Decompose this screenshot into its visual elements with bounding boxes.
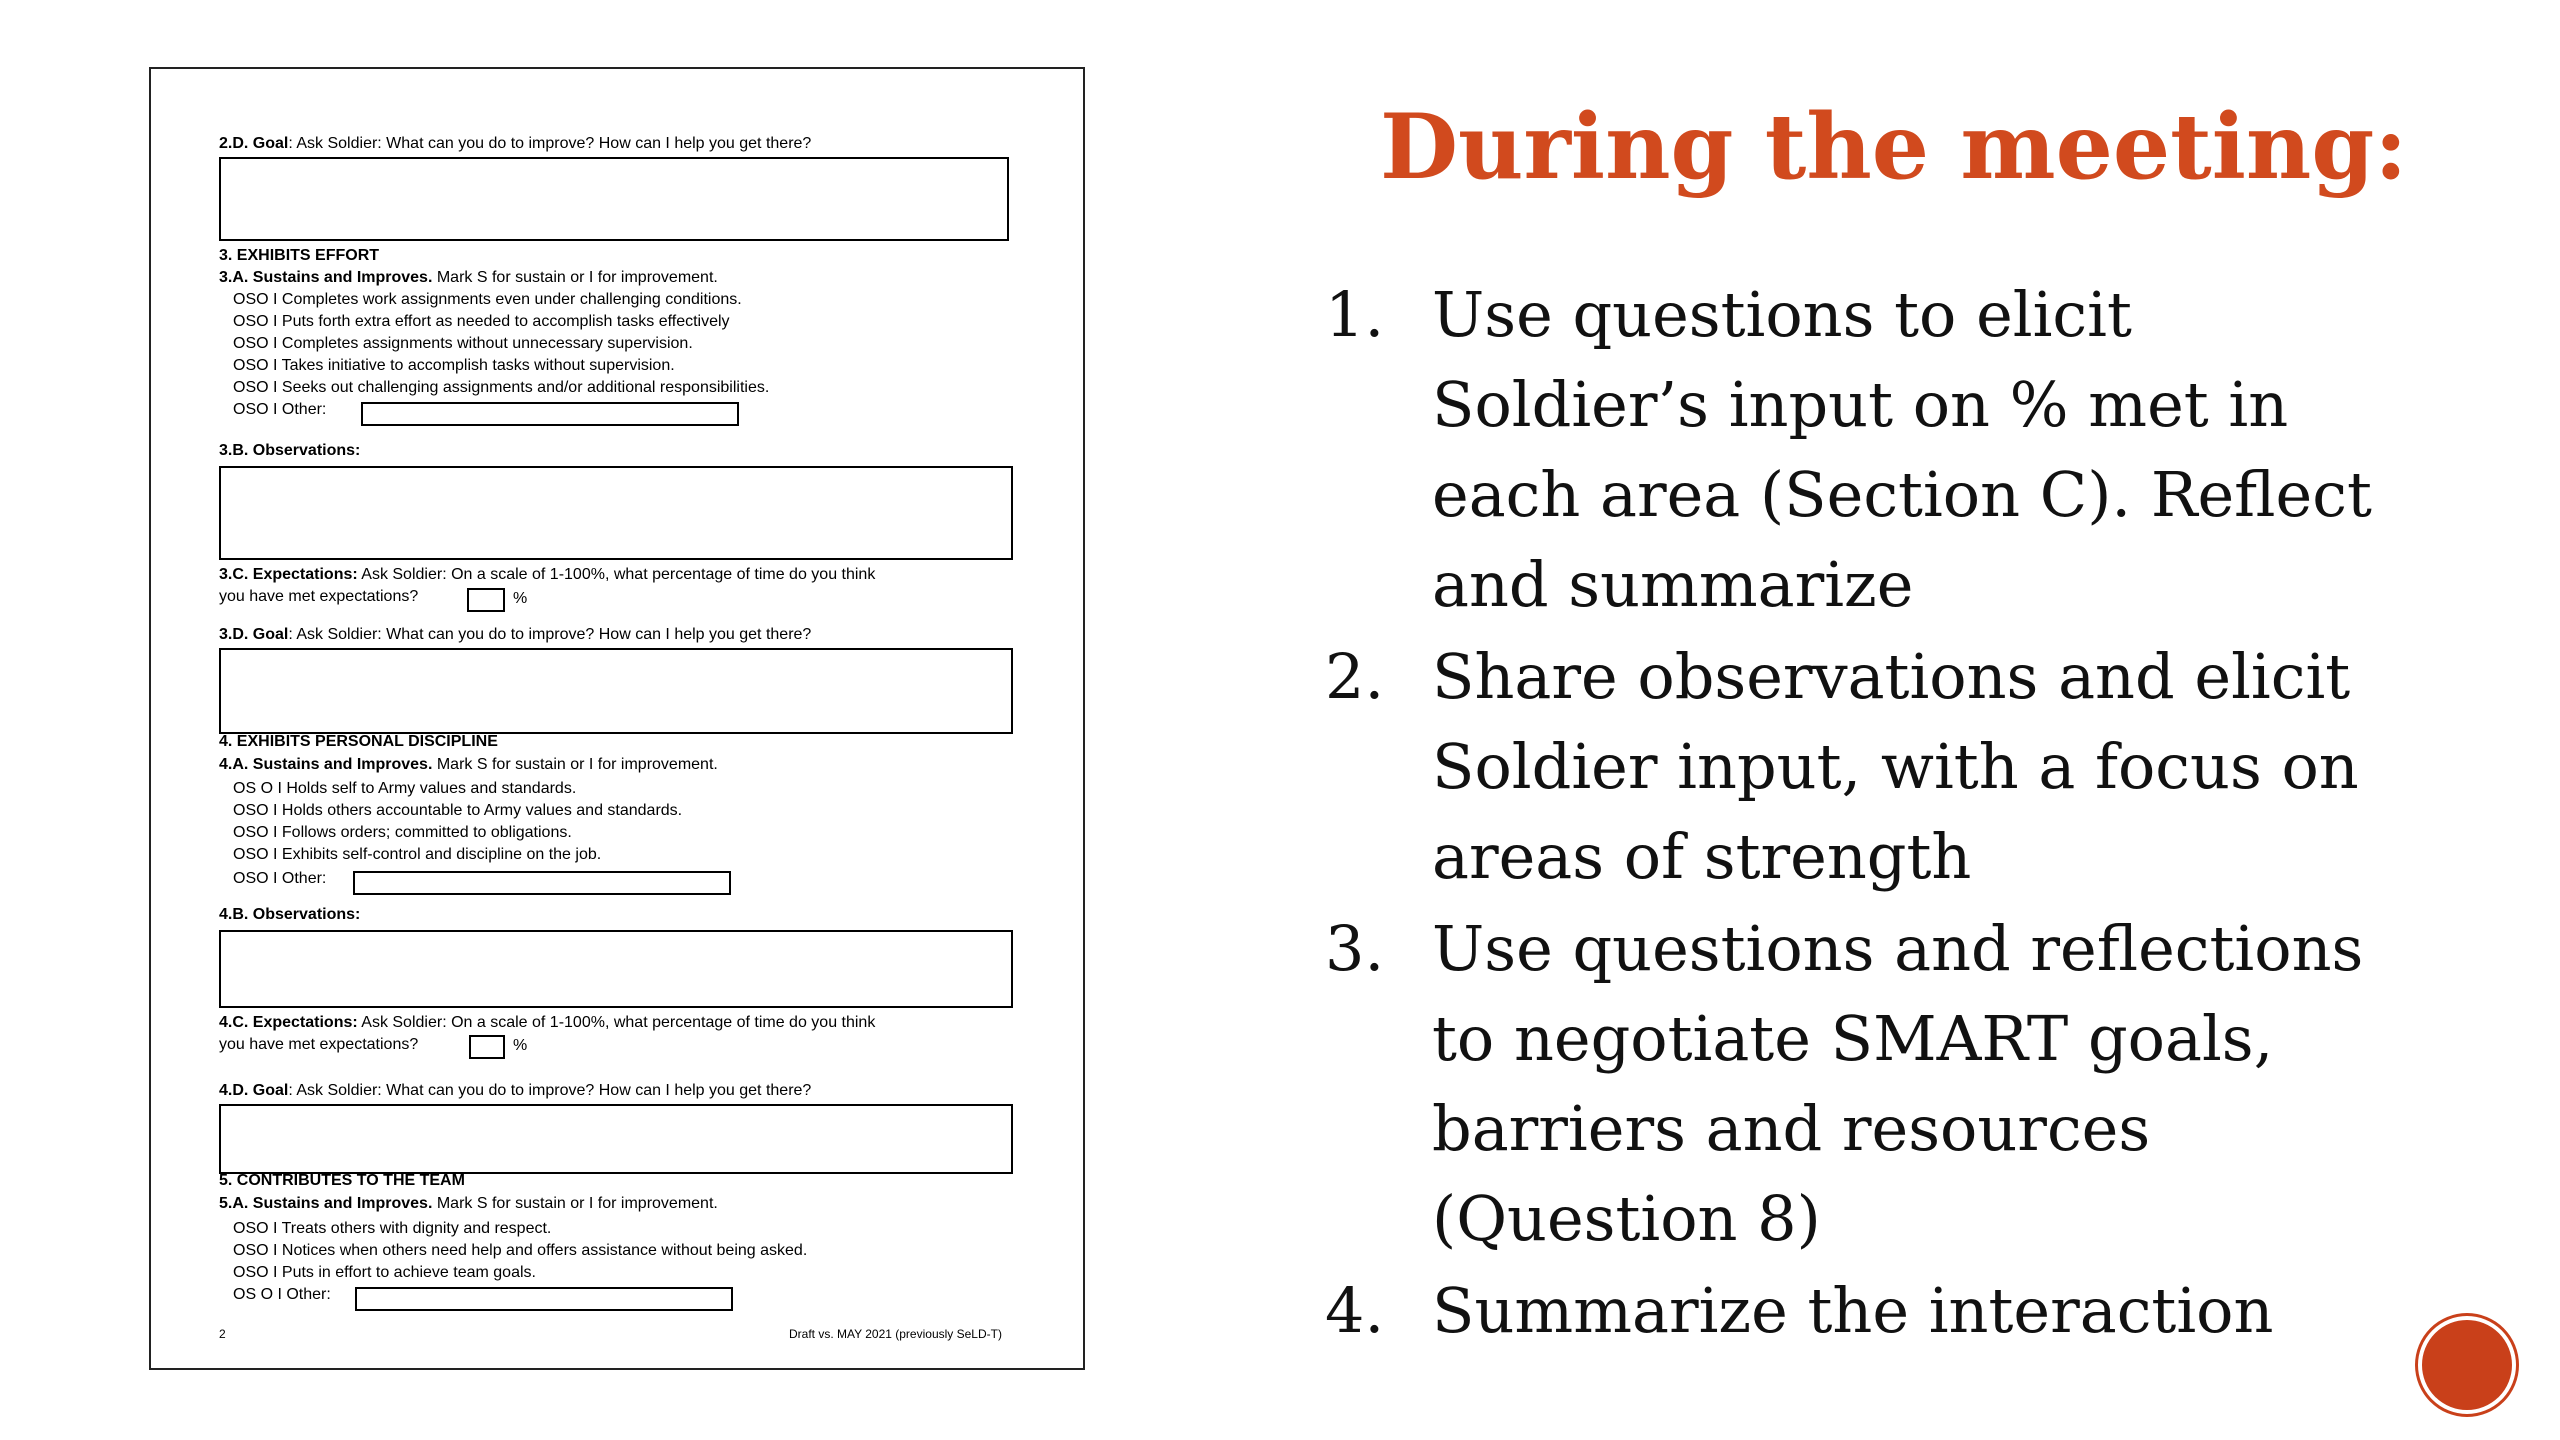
list-item-3-line-2: to negotiate SMART goals,	[1432, 1002, 2274, 1075]
discipline-item-3[interactable]: OSO I Follows orders; committed to obligations.	[233, 824, 572, 841]
form-page-image	[149, 67, 1085, 1370]
goal-2d-prompt	[219, 135, 811, 153]
list-number-1: 1.	[1325, 278, 1385, 351]
list-item-4-line-1: Summarize the interaction	[1432, 1274, 2274, 1347]
discipline-item-4[interactable]: OSO I Exhibits self-control and discipline on the job.	[233, 846, 602, 863]
section-3a-text: Mark S for sustain or I for improvement.	[432, 269, 718, 286]
section-4c-label: 4.C. Expectations:	[219, 1014, 358, 1031]
list-number-3: 3.	[1325, 912, 1385, 985]
decorative-circle-logo	[2418, 1316, 2516, 1414]
section-4-heading: 4. EXHIBITS PERSONAL DISCIPLINE	[219, 733, 498, 750]
section-5a-label: 5.A. Sustains and Improves.	[219, 1195, 433, 1212]
list-item-1-line-2: Soldier’s input on % met in	[1432, 368, 2289, 441]
list-item-3-line-3: barriers and resources	[1432, 1092, 2151, 1165]
list-number-4: 4.	[1325, 1274, 1385, 1347]
goal-3d-text: : Ask Soldier: What can you do to improve? How can I help you get there?	[288, 626, 812, 643]
section-3c-label: 3.C. Expectations:	[219, 566, 358, 583]
effort-item-other[interactable]: OSO I Other:	[233, 401, 327, 418]
discipline-item-2[interactable]: OSO I Holds others accountable to Army values and standards.	[233, 802, 683, 819]
section-3c-text: Ask Soldier: On a scale of 1-100%, what percentage of time do you think	[357, 566, 876, 583]
effort-other-field[interactable]	[361, 402, 739, 426]
list-item-1-line-1: Use questions to elicit	[1432, 278, 2132, 351]
list-number-2: 2.	[1325, 640, 1385, 713]
effort-item-1[interactable]: OSO I Completes work assignments even under challenging conditions.	[233, 291, 742, 308]
section-4a-prompt	[219, 756, 718, 774]
list-item-1-line-4: and summarize	[1432, 548, 1914, 621]
list-item-3-line-1: Use questions and reflections	[1432, 912, 2364, 985]
discipline-item-other[interactable]: OSO I Other:	[233, 870, 327, 887]
form-page-number: 2	[219, 1327, 226, 1341]
discipline-other-field[interactable]	[353, 871, 731, 895]
section-5a-prompt	[219, 1195, 718, 1213]
goal-3d-prompt	[219, 626, 811, 644]
section-3b-label: 3.B. Observations:	[219, 442, 361, 459]
section-3c-prompt	[219, 566, 875, 584]
list-item-2-line-2: Soldier input, with a focus on	[1432, 730, 2359, 803]
observations-3b-box[interactable]	[219, 466, 1013, 560]
section-4a-label: 4.A. Sustains and Improves.	[219, 756, 433, 773]
section-4b-label: 4.B. Observations:	[219, 906, 361, 923]
team-item-other[interactable]: OS O I Other:	[233, 1286, 331, 1303]
observations-4b-box[interactable]	[219, 930, 1013, 1008]
expectation-3c-percent-field[interactable]	[467, 588, 505, 612]
section-3c-text2: you have met expectations?	[219, 588, 419, 605]
goal-2d-label: 2.D. Goal	[219, 135, 289, 152]
team-item-1[interactable]: OSO I Treats others with dignity and respect.	[233, 1220, 552, 1237]
goal-3d-label: 3.D. Goal	[219, 626, 289, 643]
section-3a-prompt	[219, 269, 718, 287]
effort-item-2[interactable]: OSO I Puts forth extra effort as needed to accomplish tasks effectively	[233, 313, 730, 330]
goal-4d-box[interactable]	[219, 1104, 1013, 1174]
effort-item-3[interactable]: OSO I Completes assignments without unnecessary supervision.	[233, 335, 693, 352]
slide-title: During the meeting:	[1380, 94, 2408, 200]
discipline-item-1[interactable]: OS O I Holds self to Army values and standards.	[233, 780, 577, 797]
goal-3d-box[interactable]	[219, 648, 1013, 734]
list-item-2-line-3: areas of strength	[1432, 820, 1972, 893]
section-4a-text: Mark S for sustain or I for improvement.	[432, 756, 718, 773]
goal-4d-text: : Ask Soldier: What can you do to improve? How can I help you get there?	[288, 1082, 812, 1099]
expectation-4c-percent-field[interactable]	[469, 1035, 505, 1059]
team-item-3[interactable]: OSO I Puts in effort to achieve team goals.	[233, 1264, 536, 1281]
section-4c-text2: you have met expectations?	[219, 1036, 419, 1053]
percent-sign-4c: %	[513, 1037, 528, 1054]
section-3a-label: 3.A. Sustains and Improves.	[219, 269, 433, 286]
goal-2d-box[interactable]	[219, 157, 1009, 241]
list-item-2-line-1: Share observations and elicit	[1432, 640, 2351, 713]
section-5a-text: Mark S for sustain or I for improvement.	[432, 1195, 718, 1212]
section-3-heading: 3. EXHIBITS EFFORT	[219, 247, 380, 264]
section-4c-prompt	[219, 1014, 875, 1032]
section-5-heading: 5. CONTRIBUTES TO THE TEAM	[219, 1172, 465, 1189]
list-item-3-line-4: (Question 8)	[1432, 1182, 1821, 1255]
percent-sign-3c: %	[513, 590, 528, 607]
goal-4d-label: 4.D. Goal	[219, 1082, 289, 1099]
form-footer-version: Draft vs. MAY 2021 (previously SeLD-T)	[789, 1327, 1002, 1341]
team-other-field[interactable]	[355, 1287, 733, 1311]
section-4c-text: Ask Soldier: On a scale of 1-100%, what percentage of time do you think	[357, 1014, 876, 1031]
effort-item-4[interactable]: OSO I Takes initiative to accomplish tasks without supervision.	[233, 357, 675, 374]
effort-item-5[interactable]: OSO I Seeks out challenging assignments and/or additional responsibilities.	[233, 379, 770, 396]
team-item-2[interactable]: OSO I Notices when others need help and offers assistance without being asked.	[233, 1242, 808, 1259]
list-item-1-line-3: each area (Section C). Reflect	[1432, 458, 2372, 531]
goal-4d-prompt	[219, 1082, 811, 1100]
goal-2d-text: : Ask Soldier: What can you do to improve? How can I help you get there?	[288, 135, 812, 152]
